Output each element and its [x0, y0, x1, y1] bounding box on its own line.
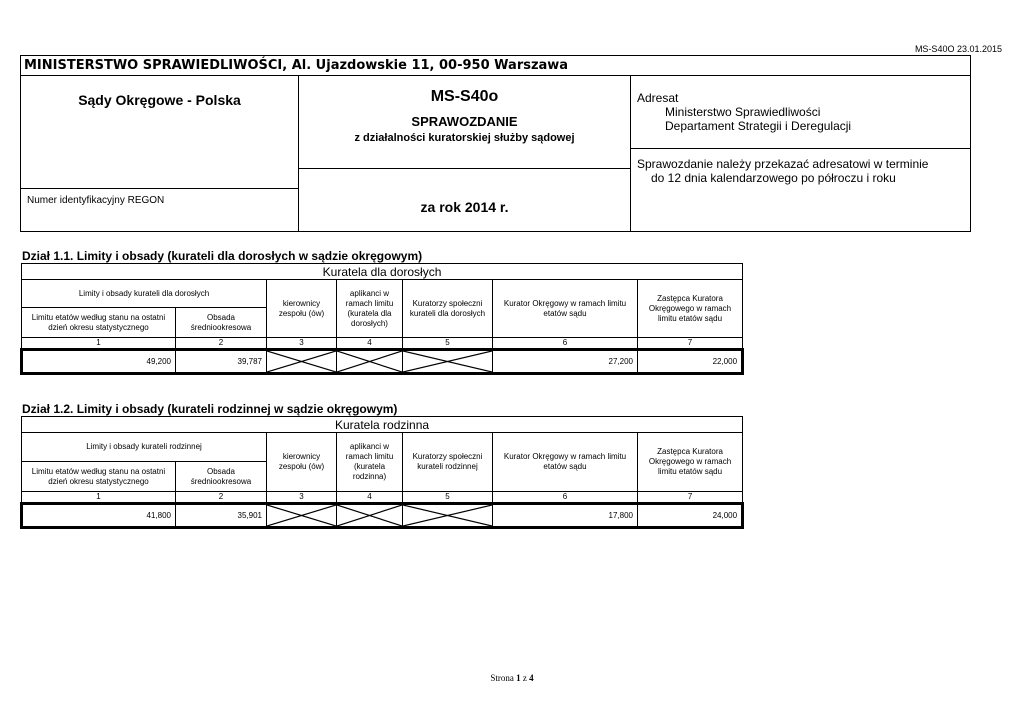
col-kierownicy: kierownicy zespołu (ów): [267, 433, 337, 492]
form-code: MS-S40O 23.01.2015: [914, 44, 1002, 54]
col-number: 5: [403, 492, 493, 504]
col-zastepca: Zastępca Kuratora Okręgowego w ramach limitu etatów sądu: [638, 433, 743, 492]
col-number: 6: [493, 338, 638, 350]
col-number: 7: [638, 492, 743, 504]
value-kurator: 17,800: [493, 504, 638, 528]
report-title: SPRAWOZDANIE: [411, 114, 518, 129]
page-word: Strona: [490, 673, 514, 683]
section-1-2-table: [20, 416, 741, 529]
col-zastepca: Zastępca Kuratora Okręgowego w ramach limitu etatów sądu: [638, 280, 743, 338]
court-name: Sądy Okręgowe - Polska: [78, 92, 241, 108]
page-current: 1: [516, 673, 521, 683]
title-column: [299, 76, 631, 231]
crossed-out-cell: [267, 350, 337, 374]
span-title: Kuratela dla dorosłych: [22, 264, 743, 280]
addressee-line-2: Departament Strategii i Deregulacji: [665, 119, 852, 133]
value-limit: 49,200: [22, 350, 176, 374]
value-zastepca: 22,000: [638, 350, 743, 374]
crossed-out-cell: [403, 504, 493, 528]
section-1-2-title: Dział 1.2. Limity i obsady (kurateli rodzinnej w sądzie okręgowym): [22, 402, 398, 416]
col-number: 3: [267, 338, 337, 350]
group-header: Limity i obsady kurateli dla dorosłych: [22, 280, 267, 308]
report-subtitle: z działalności kuratorskiej służby sądowej: [354, 132, 575, 144]
span-title: Kuratela rodzinna: [22, 417, 743, 433]
section-1-1-title: Dział 1.1. Limity i obsady (kurateli dla dorosłych w sądzie okręgowym): [22, 249, 423, 263]
value-obsada: 39,787: [176, 350, 267, 374]
col-kurator: Kurator Okręgowy w ramach limitu etatów sądu: [493, 280, 638, 338]
regon-label: Numer identyfikacyjny REGON: [27, 195, 165, 206]
report-year: za rok 2014 r.: [420, 199, 509, 215]
section-1-1-table: [20, 263, 741, 375]
addressee-label: Adresat: [637, 91, 679, 105]
col-number: 1: [22, 492, 176, 504]
crossed-out-cell: [267, 504, 337, 528]
court-column: [21, 76, 299, 231]
col-aplikanci: aplikanci w ramach limitu (kuratela rodzinna): [337, 433, 403, 492]
page-footer: [0, 673, 1024, 683]
addressee-line-1: Ministerstwo Sprawiedliwości: [665, 105, 821, 119]
col-number: 3: [267, 492, 337, 504]
col-spoleczni: Kuratorzy społeczni kurateli rodzinnej: [403, 433, 493, 492]
col-obsada: Obsada średniookresowa: [176, 462, 267, 492]
col-number: 5: [403, 338, 493, 350]
group-header: Limity i obsady kurateli rodzinnej: [22, 433, 267, 462]
col-number: 7: [638, 338, 743, 350]
data-row: [22, 350, 743, 374]
deadline-line-1: Sprawozdanie należy przekazać adresatowi w terminie: [637, 157, 929, 171]
page-total: 4: [529, 673, 534, 683]
of-word: z: [522, 673, 527, 683]
deadline-cell: [631, 148, 970, 231]
crossed-out-cell: [337, 350, 403, 374]
year-cell: [299, 168, 630, 231]
col-kierownicy: kierownicy zespołu (ów): [267, 280, 337, 338]
col-limit: Limitu etatów według stanu na ostatni dzień okresu statystycznego: [22, 308, 176, 338]
col-number: 6: [493, 492, 638, 504]
crossed-out-cell: [403, 350, 493, 374]
col-number: 4: [337, 492, 403, 504]
ministry-address: MINISTERSTWO SPRAWIEDLIWOŚCI, Al. Ujazdowskie 11, 00-950 Warszawa: [21, 56, 970, 76]
value-zastepca: 24,000: [638, 504, 743, 528]
addressee-column: [631, 76, 970, 231]
col-number: 1: [22, 338, 176, 350]
col-number: 4: [337, 338, 403, 350]
col-kurator: Kurator Okręgowy w ramach limitu etatów sądu: [493, 433, 638, 492]
deadline-line-2: do 12 dnia kalendarzowego po półroczu i roku: [651, 171, 896, 185]
col-obsada: Obsada średniookresowa: [176, 308, 267, 338]
col-number: 2: [176, 492, 267, 504]
value-obsada: 35,901: [176, 504, 267, 528]
col-spoleczni: Kuratorzy społeczni kurateli dla dorosłych: [403, 280, 493, 338]
crossed-out-cell: [337, 504, 403, 528]
report-header: [20, 55, 971, 232]
value-kurator: 27,200: [493, 350, 638, 374]
col-limit: Limitu etatów według stanu na ostatni dzień okresu statystycznego: [22, 462, 176, 492]
regon-cell: [21, 188, 298, 231]
col-number: 2: [176, 338, 267, 350]
col-aplikanci: aplikanci w ramach limitu (kuratela dla dorosłych): [337, 280, 403, 338]
value-limit: 41,800: [22, 504, 176, 528]
form-symbol: MS-S40o: [430, 88, 499, 105]
data-row: [22, 504, 743, 528]
